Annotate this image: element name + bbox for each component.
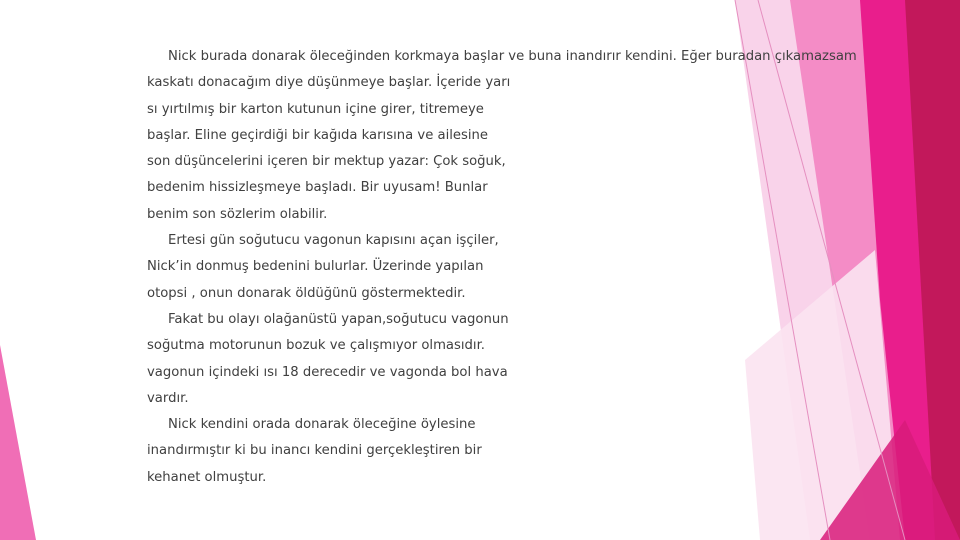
body-text [147,44,887,491]
paragraph-line: bedenim hissizleşmeye başladı. Bir uyusam! Bunlar [147,180,488,196]
paragraph-line: Nick’in donmuş bedenini bulurlar. Üzerinde yapılan [147,259,484,275]
paragraph-line: otopsi , onun donarak öldüğünü göstermektedir. [147,285,466,301]
paragraph-line: sı yırtılmış bir karton kutunun içine girer, titremeye [147,101,484,117]
paragraph-line: kehanet olmuştur. [147,469,267,485]
paragraph-line: Nick kendini orada donarak öleceğine öylesine [168,417,476,433]
left-accent-shape [0,345,36,540]
paragraph-line: vardır. [147,390,189,406]
paragraph-line: kaskatı donacağım diye düşünmeye başlar. İçeride yarı [147,75,511,91]
paragraph-line: soğutma motorunun bozuk ve çalışmıyor olmasıdır. [147,338,485,354]
paragraph-line: başlar. Eline geçirdiği bir kağıda karısına ve ailesine [147,127,489,143]
paragraph-line: Nick burada donarak öleceğinden korkmaya başlar ve buna inandırır kendini. Eğer buradan çıkamazsam [168,49,857,64]
paragraph-line: Ertesi gün soğutucu vagonun kapısını açan işçiler, [168,233,499,249]
paragraph-line: vagonun içindeki ısı 18 derecedir ve vagonda bol hava [147,364,508,380]
paragraph-line: son düşüncelerini içeren bir mektup yazar: Çok soğuk, [147,154,506,170]
paragraph-line: Fakat bu olayı olağanüstü yapan,soğutucu vagonun [168,311,509,327]
paragraph-line: inandırmıştır ki bu inancı kendini gerçekleştiren bir [147,443,482,459]
paragraph-line: benim son sözlerim olabilir. [147,206,328,222]
